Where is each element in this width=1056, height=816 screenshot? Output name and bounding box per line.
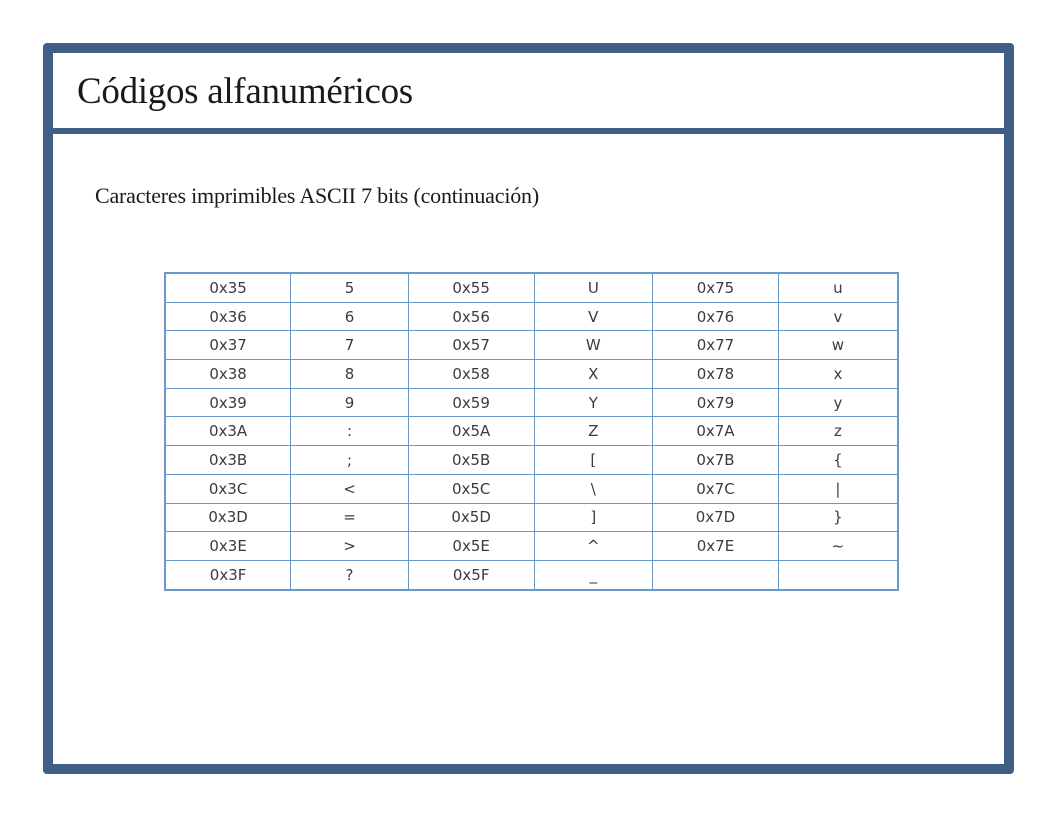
char-cell: 5 [291, 273, 409, 302]
hex-code-cell: 0x3C [165, 474, 291, 503]
table-row [165, 446, 898, 475]
hex-code-cell: 0x58 [408, 360, 534, 389]
hex-code-cell: 0x3F [165, 560, 291, 589]
char-cell: ~ [778, 532, 898, 561]
char-cell: : [291, 417, 409, 446]
hex-code-cell [653, 560, 779, 589]
hex-code-cell: 0x37 [165, 331, 291, 360]
char-cell: U [534, 273, 653, 302]
hex-code-cell: 0x5B [408, 446, 534, 475]
char-cell: v [778, 302, 898, 331]
hex-code-cell: 0x3E [165, 532, 291, 561]
hex-code-cell: 0x7C [653, 474, 779, 503]
hex-code-cell: 0x55 [408, 273, 534, 302]
slide-title: Códigos alfanuméricos [77, 71, 413, 112]
hex-code-cell: 0x77 [653, 331, 779, 360]
hex-code-cell: 0x7B [653, 446, 779, 475]
char-cell: | [778, 474, 898, 503]
char-cell: { [778, 446, 898, 475]
char-cell: y [778, 388, 898, 417]
hex-code-cell: 0x38 [165, 360, 291, 389]
hex-code-cell: 0x5E [408, 532, 534, 561]
hex-code-cell: 0x5A [408, 417, 534, 446]
char-cell: _ [534, 560, 653, 589]
char-cell: [ [534, 446, 653, 475]
table-row [165, 417, 898, 446]
hex-code-cell: 0x7A [653, 417, 779, 446]
char-cell: 8 [291, 360, 409, 389]
char-cell: ? [291, 560, 409, 589]
hex-code-cell: 0x59 [408, 388, 534, 417]
slide-subtitle: Caracteres imprimibles ASCII 7 bits (continuación) [95, 183, 539, 208]
char-cell: 6 [291, 302, 409, 331]
char-cell: < [291, 474, 409, 503]
table-row [165, 388, 898, 417]
char-cell: z [778, 417, 898, 446]
hex-code-cell: 0x5C [408, 474, 534, 503]
hex-code-cell: 0x7D [653, 503, 779, 532]
char-cell: \ [534, 474, 653, 503]
char-cell: ] [534, 503, 653, 532]
hex-code-cell: 0x36 [165, 302, 291, 331]
char-cell: x [778, 360, 898, 389]
char-cell: u [778, 273, 898, 302]
hex-code-cell: 0x39 [165, 388, 291, 417]
hex-code-cell: 0x3A [165, 417, 291, 446]
hex-code-cell: 0x76 [653, 302, 779, 331]
table-row [165, 360, 898, 389]
hex-code-cell: 0x3D [165, 503, 291, 532]
hex-code-cell: 0x78 [653, 360, 779, 389]
char-cell: X [534, 360, 653, 389]
char-cell: Z [534, 417, 653, 446]
hex-code-cell: 0x35 [165, 273, 291, 302]
slide-frame [43, 43, 1014, 774]
char-cell: 9 [291, 388, 409, 417]
table-row [165, 560, 898, 589]
table-row [165, 331, 898, 360]
hex-code-cell: 0x56 [408, 302, 534, 331]
title-bar [53, 53, 1004, 134]
char-cell: 7 [291, 331, 409, 360]
ascii-table [164, 272, 899, 591]
hex-code-cell: 0x5F [408, 560, 534, 589]
hex-code-cell: 0x7E [653, 532, 779, 561]
char-cell [778, 560, 898, 589]
char-cell: ; [291, 446, 409, 475]
table-row [165, 474, 898, 503]
hex-code-cell: 0x3B [165, 446, 291, 475]
table-row [165, 503, 898, 532]
hex-code-cell: 0x5D [408, 503, 534, 532]
char-cell: > [291, 532, 409, 561]
hex-code-cell: 0x75 [653, 273, 779, 302]
char-cell: W [534, 331, 653, 360]
char-cell: } [778, 503, 898, 532]
hex-code-cell: 0x79 [653, 388, 779, 417]
char-cell: V [534, 302, 653, 331]
table-row [165, 302, 898, 331]
char-cell: w [778, 331, 898, 360]
char-cell: ^ [534, 532, 653, 561]
char-cell: = [291, 503, 409, 532]
table-row [165, 273, 898, 302]
char-cell: Y [534, 388, 653, 417]
hex-code-cell: 0x57 [408, 331, 534, 360]
table-row [165, 532, 898, 561]
